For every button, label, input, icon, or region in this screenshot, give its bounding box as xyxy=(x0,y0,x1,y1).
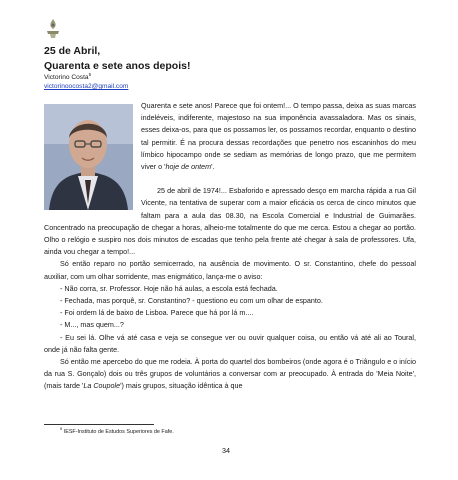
page-number: 34 xyxy=(222,446,230,455)
author-photo xyxy=(44,104,133,210)
dialogue xyxy=(44,283,416,332)
paragraph-5-emphasis: La Coupole xyxy=(83,381,121,391)
paragraph-5-tail: ') mais grupos, situação idêntica à que xyxy=(120,381,243,391)
journal-logo xyxy=(44,17,62,39)
article-title xyxy=(44,44,190,74)
dialogue-line: - Não corra, sr. Professor. Hoje não há aulas, a escola está fechada. xyxy=(60,283,278,293)
article-body xyxy=(44,100,416,393)
paragraph-2-text: 25 de abril de 1974!... Esbaforido e apressado desço em marcha rápida a rua Gil Vicente, na tentativa de superar com a maior eficácia os cerca de cinco minutos que faltam para a aula das 08.30, na Escola Comercial e Industrial de Guimarães. Concentrado na preocupação de chegar a horas, alheio-me totalmente do que me cerca. Estou a chegar ao portão. Olho o relógio e suspiro nos dois minutos de escadas que tenho pela frente até chegar à sala de professores. Ufa, ainda vou chegar a tempo!... xyxy=(44,186,416,257)
author-email-link[interactable]: victorinoocosta2@gmail.com xyxy=(44,83,129,90)
paragraph-4: - Eu sei lá. Olhe vá até casa e veja se consegue ver ou ouvir qualquer coisa, ou então vá até ali ao Toural, onde já não falta gente. xyxy=(44,332,416,354)
footnote-divider xyxy=(44,424,154,425)
author-name xyxy=(44,73,91,82)
title-line-1: 25 de Abril, xyxy=(44,45,101,57)
title-line-2: Quarenta e sete anos depois! xyxy=(44,60,191,72)
dialogue-line: - M..., mas quem...? xyxy=(60,320,124,330)
paragraph-1-text: Quarenta e sete anos! Parece que foi ontem!... O tempo passa, deixa as suas marcas indeléveis, indiferente, majestoso na sua imponência avassaladora. Mas os sinais, esses deixa-os, para que os possamos ler, os possamos recordar, enquanto o destino tal permitir. É na procura dessas recordações que penetro nos escaninhos do meu límbico hipocampo onde se sediam as memórias de longo prazo, que me permitem viver o ' xyxy=(141,101,416,172)
footnote-text: IESF-Instituto de Estudos Superiores de Fafe. xyxy=(62,429,174,435)
paragraph-1 xyxy=(44,100,416,173)
author-footnote-marker: 5 xyxy=(88,71,92,77)
paragraph-5-text: Só então me apercebo do que me rodeia. À porta do quartel dos bombeiros (onde agora é o Triângulo e o início da rua S. Gonçalo) dois ou três grupos de voluntários a conversar com ar preocupado. À entrada do 'Meia Noite', (mais tarde ' xyxy=(44,357,417,391)
author-label: Victorino Costa xyxy=(44,74,89,81)
paragraph-3: Só então reparo no portão semicerrado, na ausência de movimento. O sr. Constantino, chefe do pessoal auxiliar, com um olhar sorridente, mas enigmático, lança-me o aviso: xyxy=(44,259,416,281)
dialogue-line: - Foi ordem lá de baixo de Lisboa. Parece que há por lá m.... xyxy=(60,308,254,318)
paragraph-5 xyxy=(44,356,416,393)
dialogue-line: - Fechada, mas porquê, sr. Constantino? - questiono eu com um olhar de espanto. xyxy=(60,296,323,306)
paragraph-1-emphasis: hoje de ontem xyxy=(165,162,212,172)
footnote xyxy=(60,428,174,436)
footnote-number: 5 xyxy=(60,426,63,432)
paragraph-1-tail: '. xyxy=(211,162,215,172)
